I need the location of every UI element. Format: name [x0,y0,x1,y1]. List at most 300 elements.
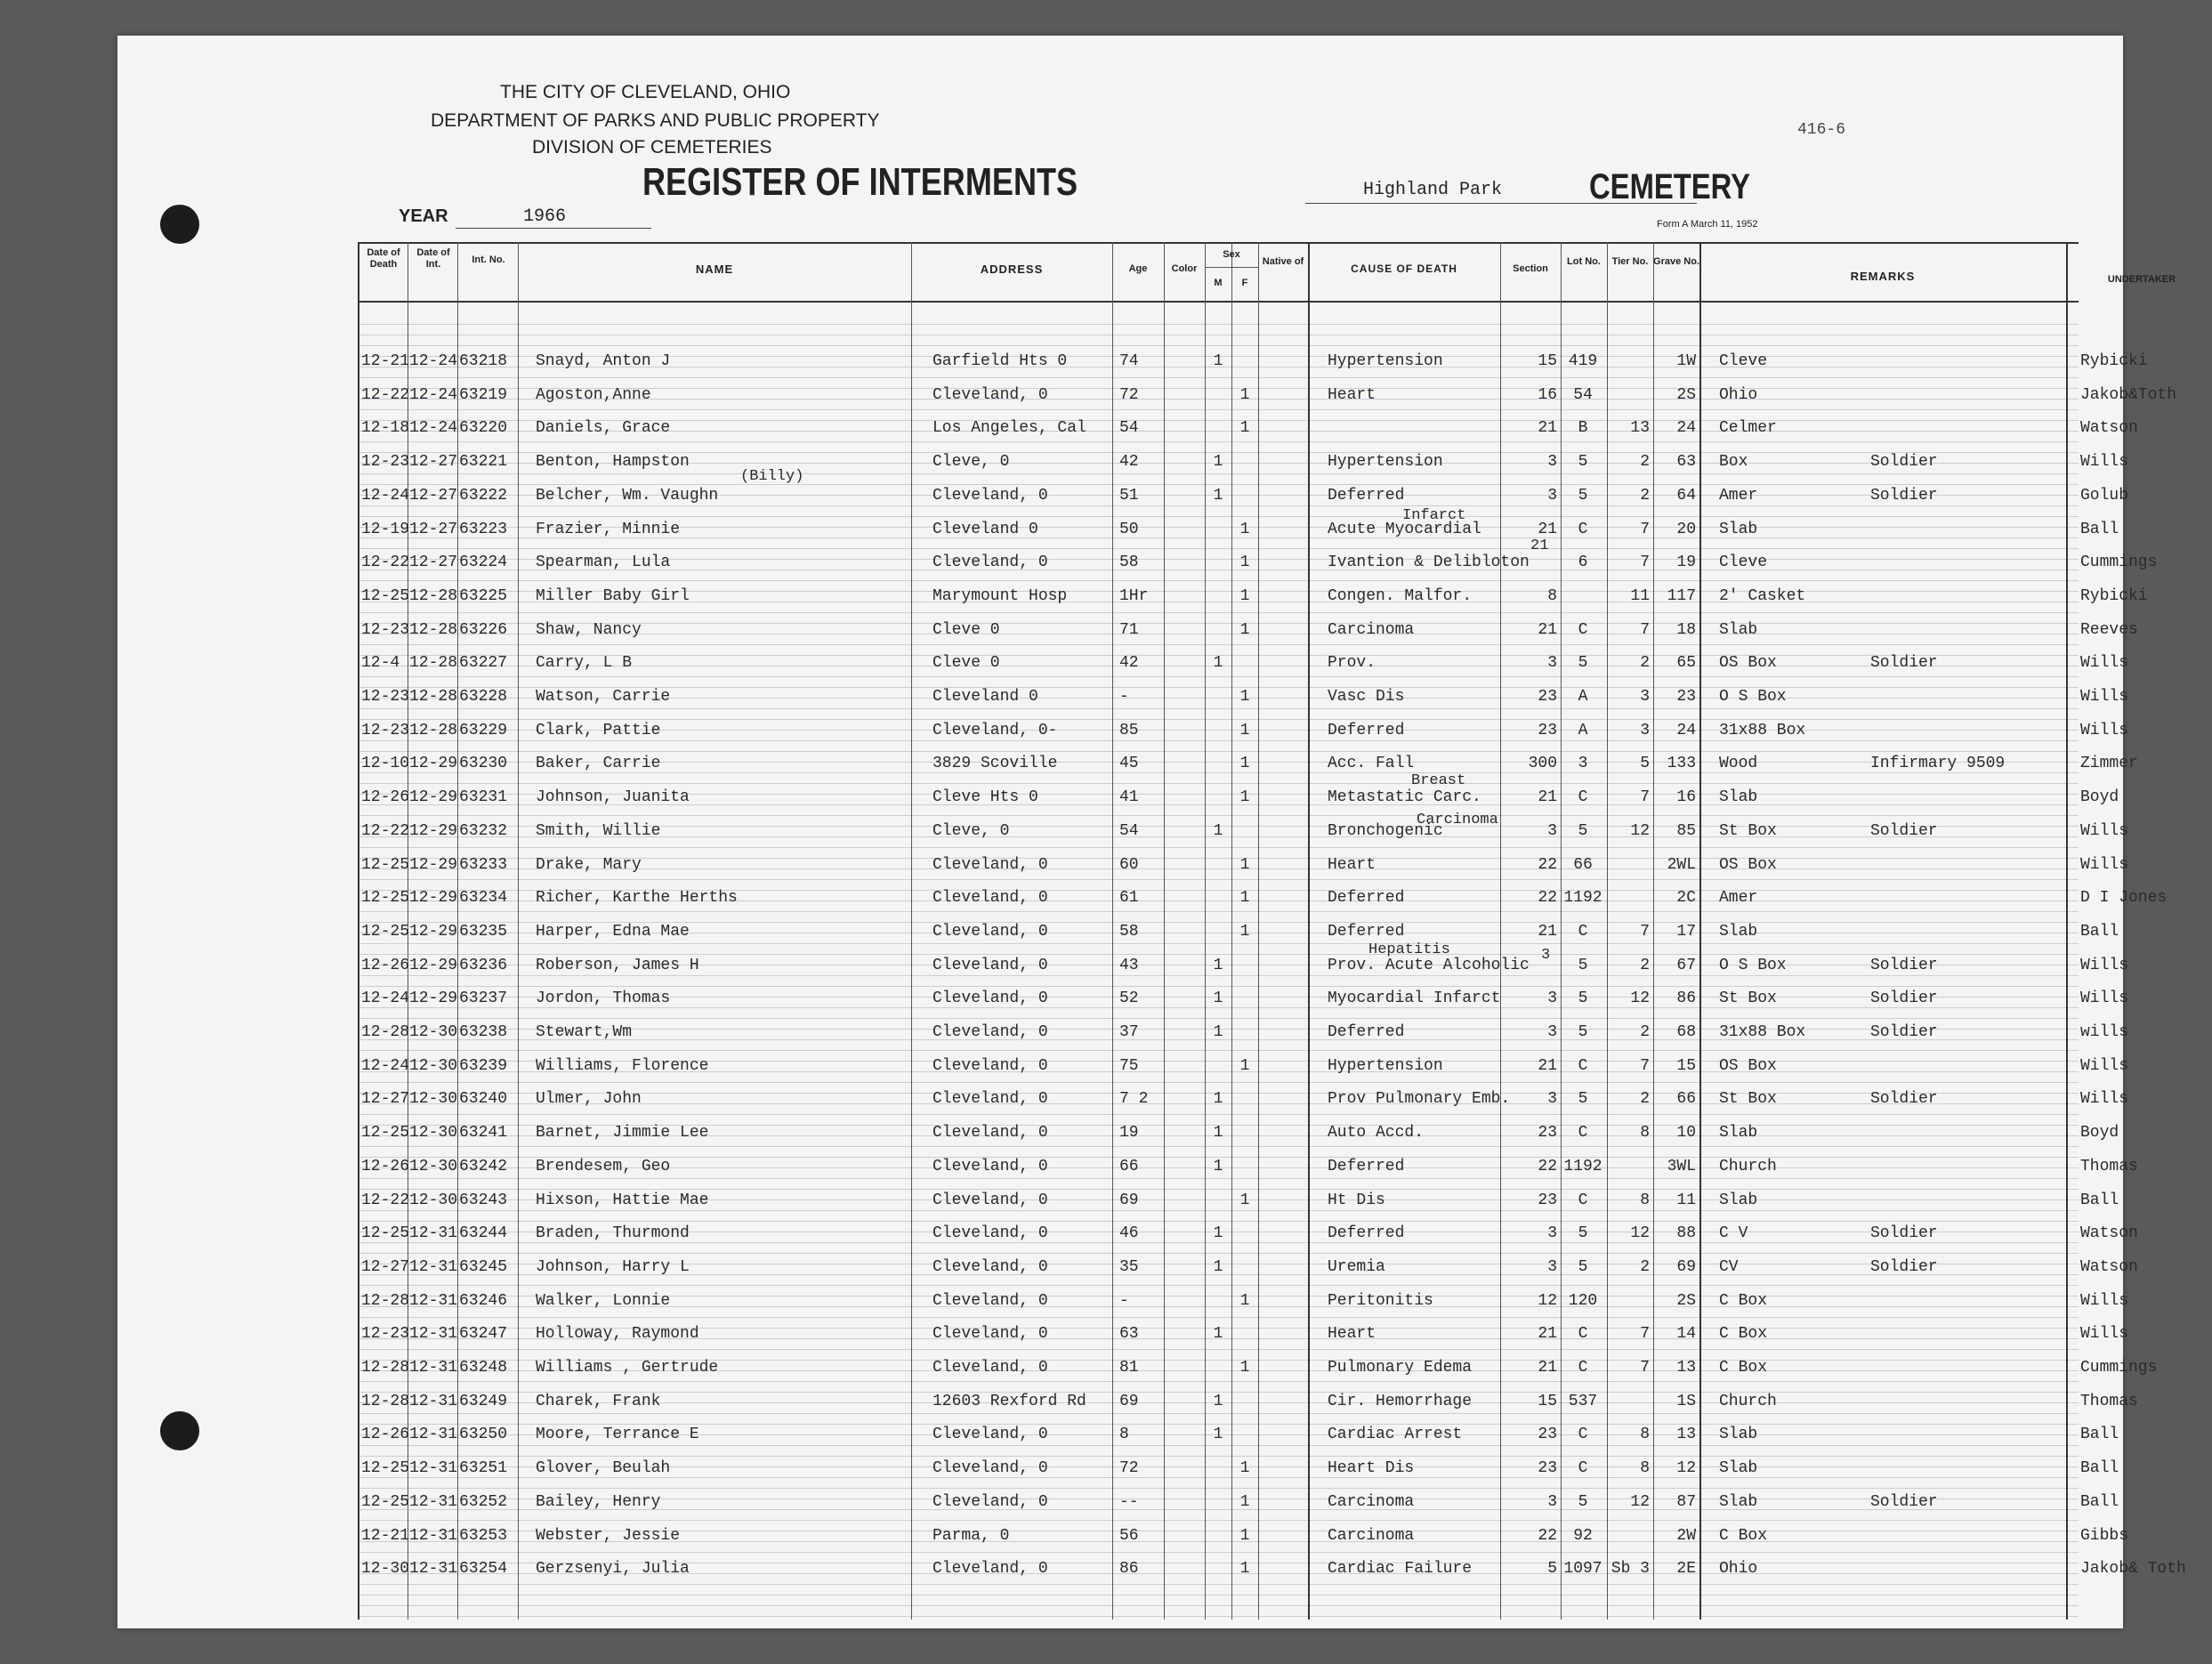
cell-doi: 12-31 [409,1426,458,1444]
cell-tier: 7 [1640,1325,1650,1344]
cell-und: Wills [2080,1056,2129,1075]
cell-no: 63228 [459,688,508,706]
cell-dod: 12-25 [361,586,410,605]
cell-no: 63251 [459,1459,508,1478]
cell-cause: Acute Myocardial [1328,520,1481,538]
cell-und: Wills [2080,990,2129,1008]
cell-und: Reeves [2080,620,2138,639]
cell-rem2: Soldier [1870,654,1938,673]
cell-age: 42 [1119,654,1139,673]
cell-no: 63240 [459,1090,508,1109]
cell-und: Watson [2080,1224,2138,1243]
cell-no: 63235 [459,922,508,941]
cell-grave: 20 [1676,520,1696,538]
punch-hole [160,1411,199,1450]
cell-addr: Garfield Hts 0 [932,352,1068,370]
cell-doi: 12-29 [409,990,458,1008]
cell-grave: 12 [1676,1459,1696,1478]
cell-und: Wills [2080,654,2129,673]
cell-f: 1 [1239,1291,1250,1310]
cell-rem: 2' Casket [1719,586,1806,605]
cell-rem: Church [1719,1157,1777,1175]
cell-doi: 12-24 [409,352,458,370]
note-billy: (Billy) [740,468,804,485]
cell-name: Carry, L B [536,654,633,673]
col-color: Color [1171,263,1198,274]
cell-dod: 12-25 [361,1124,410,1143]
cell-und: Ball [2080,1426,2119,1444]
cell-name: Johnson, Harry L [536,1257,690,1276]
cell-grave: 14 [1676,1325,1696,1344]
cell-cause: Bronchogenic [1328,821,1443,840]
cell-rem: OS Box [1719,855,1777,874]
cell-cause: Hypertension [1328,1056,1443,1075]
punch-hole [160,205,199,244]
cell-und: Wills [2080,1291,2129,1310]
cell-tier: 5 [1640,755,1650,773]
note-breast: Breast [1411,772,1466,789]
cell-tier: 8 [1640,1191,1650,1209]
cell-f: 1 [1239,688,1250,706]
cell-f: 1 [1239,586,1250,605]
cell-name: Baker, Carrie [536,755,661,773]
cell-addr: Cleve 0 [932,620,1000,639]
cell-und: Rybicki [2080,352,2148,370]
col-undertaker: UNDERTAKER [2107,274,2176,285]
cell-age: 54 [1119,821,1139,840]
cell-doi: 12-28 [409,620,458,639]
cell-cause: Carcinoma [1328,620,1415,639]
cell-f: 1 [1239,553,1250,572]
cell-und: Gibbs [2080,1526,2129,1545]
cell-name: Jordon, Thomas [536,990,671,1008]
cell-cause: Deferred [1328,922,1405,941]
cell-dod: 12-26 [361,788,410,807]
table-row [358,1090,2129,1122]
cell-dod: 12-23 [361,453,410,472]
col-section: Section [1513,263,1548,274]
cell-doi: 12-31 [409,1459,458,1478]
cell-age: 8 [1119,1426,1129,1444]
cell-age: 69 [1119,1392,1139,1410]
cell-addr: Cleveland, 0 [932,1191,1048,1209]
cell-dod: 12-19 [361,520,410,538]
cell-dod: 12-28 [361,1291,410,1310]
cell-und: Wills [2080,1090,2129,1109]
table-row [358,1124,2119,1156]
cell-doi: 12-29 [409,755,458,773]
cell-no: 63248 [459,1359,508,1377]
cell-no: 63225 [459,586,508,605]
cell-cause: Hypertension [1328,352,1443,370]
cell-lot: A [1578,688,1588,706]
cell-no: 63243 [459,1191,508,1209]
cell-cause: Myocardial Infarct [1328,990,1501,1008]
cell-doi: 12-27 [409,520,458,538]
ruled-line [358,1605,2079,1606]
cell-addr: Cleveland, 0 [932,889,1048,908]
cell-sec: 23 [1538,721,1557,739]
cell-f: 1 [1239,1526,1250,1545]
cell-m: 1 [1213,1023,1223,1041]
cell-doi: 12-30 [409,1056,458,1075]
cell-lot: 5 [1578,1090,1588,1109]
cell-addr: Cleveland, 0- [932,721,1058,739]
cell-und: Ball [2080,1191,2119,1209]
year-underline [456,228,651,229]
cell-rem: Ohio [1719,1560,1758,1579]
table-row [358,855,2129,888]
table-row [358,1191,2119,1224]
cell-grave: 2S [1676,1291,1696,1310]
cell-sec: 21 [1538,620,1557,639]
cell-addr: Cleveland, 0 [932,385,1048,404]
table-row [358,352,2148,384]
cell-tier: 2 [1640,1090,1650,1109]
cell-lot: C [1578,1426,1588,1444]
table-row [358,1291,2129,1324]
cell-age: 75 [1119,1056,1139,1075]
cell-tier: 2 [1640,486,1650,505]
cell-name: Shaw, Nancy [536,620,642,639]
cell-cause: Prov. Acute Alcoholic [1328,956,1530,974]
cell-rem: Slab [1719,1124,1758,1143]
cell-name: Glover, Beulah [536,1459,671,1478]
cell-rem2: Soldier [1870,990,1938,1008]
cell-dod: 12-22 [361,821,410,840]
table-row [358,889,2168,921]
cell-rem2: Infirmary 9509 [1870,755,2006,773]
cell-no: 63252 [459,1492,508,1511]
cell-doi: 12-30 [409,1090,458,1109]
cell-sec: 15 [1538,352,1557,370]
table-row [358,553,2158,586]
cell-rem2: Soldier [1870,1023,1938,1041]
cell-name: Snayd, Anton J [536,352,671,370]
cell-name: Williams, Florence [536,1056,709,1075]
cell-rem: Slab [1719,1459,1758,1478]
table-row [358,1157,2138,1190]
city-heading: THE CITY OF CLEVELAND, OHIO [500,82,791,102]
cell-grave: 88 [1676,1224,1696,1243]
cell-rem: O S Box [1719,688,1787,706]
cell-tier: 7 [1640,922,1650,941]
cell-rem: Cleve [1719,553,1768,572]
cell-lot: 6 [1578,553,1588,572]
cell-cause: Heart [1328,855,1376,874]
cell-cause: Carcinoma [1328,1492,1415,1511]
note-section-21: 21 [1530,537,1549,554]
year-value: 1966 [523,206,567,227]
cell-lot: 1192 [1563,1157,1602,1175]
cell-und: Ball [2080,1492,2119,1511]
cell-rem2: Soldier [1870,1492,1938,1511]
division-heading: DIVISION OF CEMETERIES [532,137,772,158]
cell-doi: 12-29 [409,889,458,908]
cell-lot: A [1578,721,1588,739]
cell-age: 56 [1119,1526,1139,1545]
cell-cause: Cardiac Arrest [1328,1426,1463,1444]
cell-rem2: Soldier [1870,821,1938,840]
cell-f: 1 [1239,855,1250,874]
cell-addr: Cleveland, 0 [932,486,1048,505]
cell-tier: 12 [1630,1492,1650,1511]
cell-und: Golub [2080,486,2129,505]
cell-cause: Congen. Malfor. [1328,586,1473,605]
cell-grave: 2C [1676,889,1696,908]
cell-und: wills [2080,1023,2129,1041]
table-row [358,1056,2129,1089]
cell-sec: 8 [1547,586,1557,605]
cell-dod: 12-23 [361,721,410,739]
cell-addr: Cleveland 0 [932,688,1038,706]
cell-rem: Box [1719,453,1748,472]
cell-und: Rybicki [2080,586,2148,605]
note-hepatitis: Hepatitis [1368,941,1450,958]
cell-dod: 12-23 [361,620,410,639]
cell-cause: Prov Pulmonary Emb. [1328,1090,1511,1109]
cell-dod: 12-10 [361,755,410,773]
cell-name: Ulmer, John [536,1090,642,1109]
cell-age: 66 [1119,1157,1139,1175]
cell-addr: Cleveland, 0 [932,1124,1048,1143]
cell-doi: 12-31 [409,1325,458,1344]
cell-grave: 23 [1676,688,1696,706]
cell-addr: 12603 Rexford Rd [932,1392,1086,1410]
cell-doi: 12-29 [409,956,458,974]
table-row [358,1560,2186,1592]
table-row [358,1392,2138,1425]
cell-age: 58 [1119,553,1139,572]
cell-cause: Cir. Hemorrhage [1328,1392,1473,1410]
cell-f: 1 [1239,788,1250,807]
cell-rem: CV [1719,1257,1739,1276]
cell-m: 1 [1213,1426,1223,1444]
cell-tier: 8 [1640,1426,1650,1444]
cell-doi: 12-31 [409,1560,458,1579]
cell-sec: 22 [1538,1526,1557,1545]
cell-no: 63231 [459,788,508,807]
cell-doi: 12-30 [409,1023,458,1041]
cell-addr: Cleveland, 0 [932,922,1048,941]
cell-no: 63246 [459,1291,508,1310]
cell-rem: Wood [1719,755,1758,773]
header-bottom-rule [358,301,2079,303]
cell-und: Wills [2080,855,2129,874]
cell-grave: 63 [1676,453,1696,472]
cell-no: 63233 [459,855,508,874]
cell-rem: Slab [1719,520,1758,538]
cell-sec: 23 [1538,1191,1557,1209]
cell-addr: Cleveland, 0 [932,855,1048,874]
cell-doi: 12-30 [409,1124,458,1143]
col-lot: Lot No. [1567,256,1601,267]
cell-dod: 12-24 [361,990,410,1008]
cell-name: Watson, Carrie [536,688,671,706]
cell-grave: 24 [1676,721,1696,739]
cell-und: Thomas [2080,1392,2138,1410]
cell-doi: 12-31 [409,1392,458,1410]
cell-rem: Ohio [1719,385,1758,404]
cell-age: 41 [1119,788,1139,807]
col-int-no: Int. No. [472,254,505,265]
cell-cause: Ht Dis [1328,1191,1385,1209]
cell-age: 58 [1119,922,1139,941]
cemetery-name: Highland Park [1363,180,1503,200]
cell-no: 63241 [459,1124,508,1143]
cell-no: 63232 [459,821,508,840]
cell-cause: Cardiac Failure [1328,1560,1473,1579]
cell-m: 1 [1213,1392,1223,1410]
cell-sec: 23 [1538,1124,1557,1143]
cell-lot: C [1578,1124,1588,1143]
cell-lot: C [1578,1459,1588,1478]
cell-und: Wills [2080,821,2129,840]
cell-lot: B [1578,419,1588,438]
table-row [358,956,2129,989]
cell-addr: Cleveland, 0 [932,553,1048,572]
table-row [358,1325,2129,1357]
cell-age: 72 [1119,1459,1139,1478]
cell-m: 1 [1213,1257,1223,1276]
cell-dod: 12-4 [361,654,400,673]
cell-dod: 12-22 [361,553,410,572]
cell-grave: 18 [1676,620,1696,639]
table-row [358,922,2119,955]
cell-sec: 3 [1547,1090,1557,1109]
col-address: ADDRESS [980,263,1044,276]
cell-sec: 21 [1538,520,1557,538]
table-row [358,486,2129,519]
cell-lot: 419 [1568,352,1598,370]
cell-f: 1 [1239,922,1250,941]
cell-sec: 3 [1547,990,1557,1008]
cell-addr: Los Angeles, Cal [932,419,1086,438]
cell-dod: 12-26 [361,1426,410,1444]
cell-f: 1 [1239,1191,1250,1209]
cell-cause: Peritonitis [1328,1291,1433,1310]
cell-no: 63223 [459,520,508,538]
cell-grave: 68 [1676,1023,1696,1041]
cell-und: Ball [2080,1459,2119,1478]
cell-sec: 15 [1538,1392,1557,1410]
cell-und: Boyd [2080,1124,2119,1143]
cell-sec: 3 [1547,1224,1557,1243]
cell-f: 1 [1239,889,1250,908]
cell-no: 63249 [459,1392,508,1410]
cell-age: 46 [1119,1224,1139,1243]
col-grave: Grave No. [1653,256,1699,267]
cell-age: 61 [1119,889,1139,908]
cell-sec: 22 [1538,1157,1557,1175]
cell-name: Miller Baby Girl [536,586,690,605]
cell-lot: 92 [1573,1526,1593,1545]
table-row [358,1426,2119,1458]
cell-addr: Cleveland 0 [932,520,1038,538]
cell-rem2: Soldier [1870,486,1938,505]
cell-dod: 12-24 [361,1056,410,1075]
cell-rem: Church [1719,1392,1777,1410]
cell-lot: C [1578,520,1588,538]
cell-no: 63218 [459,352,508,370]
cell-grave: 65 [1676,654,1696,673]
cell-m: 1 [1213,1157,1223,1175]
table-row [358,586,2148,619]
cell-sec: 3 [1547,1023,1557,1041]
col-native: Native of [1262,256,1304,267]
cell-doi: 12-29 [409,922,458,941]
cell-tier: 3 [1640,721,1650,739]
cell-doi: 12-31 [409,1291,458,1310]
cell-dod: 12-22 [361,1191,410,1209]
cell-dod: 12-25 [361,922,410,941]
cell-name: Stewart,Wm [536,1023,633,1041]
cell-addr: Parma, 0 [932,1526,1010,1545]
cell-tier: 7 [1640,553,1650,572]
cell-grave: 11 [1676,1191,1696,1209]
cell-rem: C Box [1719,1359,1768,1377]
cell-rem: St Box [1719,990,1777,1008]
cell-no: 63245 [459,1257,508,1276]
cell-grave: 13 [1676,1426,1696,1444]
note-carcinoma: Carcinoma [1417,812,1498,828]
cell-lot: 5 [1578,654,1588,673]
interments-table [358,242,2186,1620]
cell-age: 35 [1119,1257,1139,1276]
table-row [358,385,2177,418]
cell-name: Smith, Willie [536,821,661,840]
cell-grave: 2W [1676,1526,1696,1545]
cell-tier: 11 [1630,586,1650,605]
cell-addr: Cleveland, 0 [932,1056,1048,1075]
col-name: NAME [695,263,734,276]
cell-age: 69 [1119,1191,1139,1209]
cell-sec: 21 [1538,1359,1557,1377]
cell-age: 52 [1119,990,1139,1008]
cell-sec: 3 [1547,654,1557,673]
year-label: YEAR [399,206,448,226]
cell-und: Cummings [2080,1359,2158,1377]
cell-und: Wills [2080,721,2129,739]
col-remarks: REMARKS [1850,270,1916,283]
cell-name: Charek, Frank [536,1392,661,1410]
cell-age: 51 [1119,486,1139,505]
note-infarct: Infarct [1402,507,1466,524]
cell-no: 63239 [459,1056,508,1075]
cell-rem: OS Box [1719,1056,1777,1075]
cell-doi: 12-29 [409,855,458,874]
cell-cause: Deferred [1328,1157,1405,1175]
cell-age: - [1119,688,1129,706]
table-row [358,1359,2158,1391]
cell-no: 63224 [459,553,508,572]
cell-rem: Celmer [1719,419,1777,438]
cell-sec: 21 [1538,419,1557,438]
cell-grave: 17 [1676,922,1696,941]
cell-rem: OS Box [1719,654,1777,673]
cell-rem: 31x88 Box [1719,1023,1806,1041]
note-section-3: 3 [1541,947,1551,964]
table-row [358,1257,2138,1290]
cell-doi: 12-27 [409,453,458,472]
cell-doi: 12-27 [409,553,458,572]
cell-rem: Slab [1719,1426,1758,1444]
cell-name: Holloway, Raymond [536,1325,699,1344]
cell-sec: 5 [1547,1560,1557,1579]
cell-grave: 3WL [1667,1157,1696,1175]
cell-no: 63238 [459,1023,508,1041]
cell-lot: C [1578,620,1588,639]
